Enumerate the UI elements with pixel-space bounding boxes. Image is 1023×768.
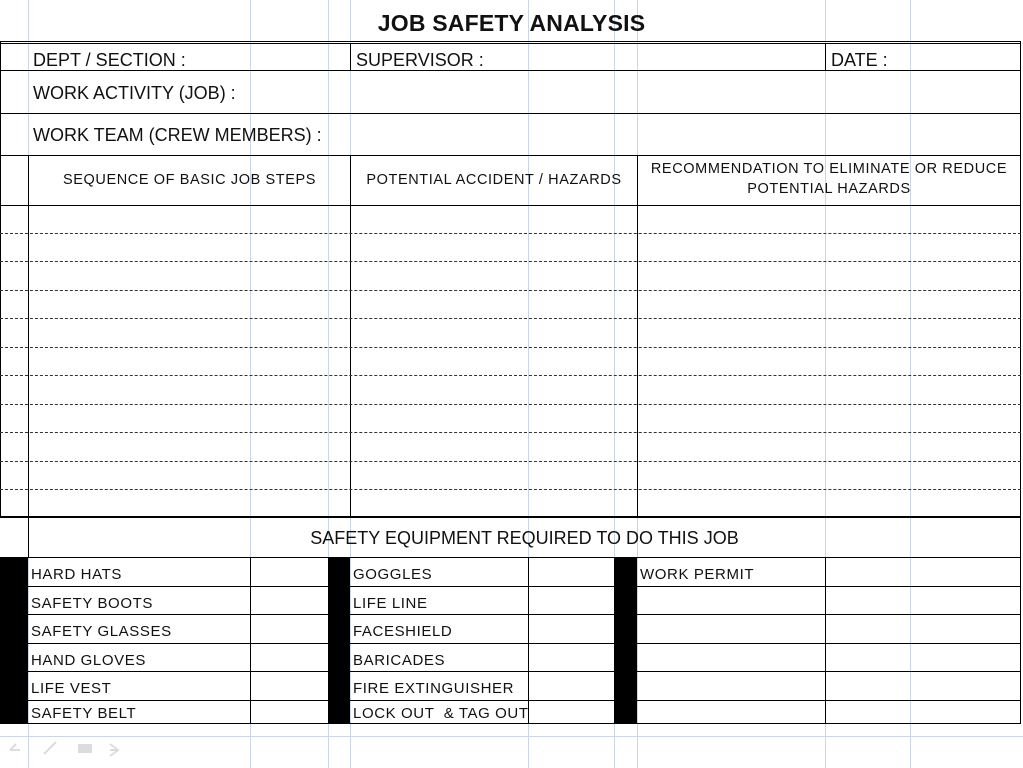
table-row bbox=[0, 375, 1021, 376]
dept-section-label: DEPT / SECTION : bbox=[33, 50, 186, 70]
table-row bbox=[0, 347, 1021, 348]
equipment-item-work-permit: WORK PERMIT bbox=[640, 566, 755, 583]
supervisor-label: SUPERVISOR : bbox=[356, 50, 484, 70]
slideshow-toolbar bbox=[6, 738, 136, 758]
equipment-title: SAFETY EQUIPMENT REQUIRED TO DO THIS JOB bbox=[310, 528, 739, 548]
table-row bbox=[0, 290, 1021, 291]
table-row bbox=[0, 461, 1021, 462]
table-row bbox=[0, 233, 1021, 234]
equipment-item-hand-gloves: HAND GLOVES bbox=[31, 652, 146, 669]
work-activity-label: WORK ACTIVITY (JOB) : bbox=[33, 83, 236, 103]
table-row bbox=[0, 261, 1021, 262]
equipment-item-goggles: GOGGLES bbox=[353, 566, 433, 583]
column-header-hazards: POTENTIAL ACCIDENT / HAZARDS bbox=[366, 172, 622, 188]
equipment-item-faceshield: FACESHIELD bbox=[353, 623, 453, 640]
pen-icon[interactable] bbox=[44, 742, 56, 754]
equipment-item-fire-extinguisher: FIRE EXTINGUISHER bbox=[353, 680, 515, 697]
eraser-icon[interactable] bbox=[78, 744, 92, 753]
table-row bbox=[0, 432, 1021, 433]
equipment-item-safety-belt: SAFETY BELT bbox=[31, 705, 137, 722]
table-row bbox=[0, 318, 1021, 319]
undo-icon[interactable] bbox=[10, 744, 20, 750]
forward-icon[interactable] bbox=[110, 744, 118, 756]
equipment-item-baricades: BARICADES bbox=[353, 652, 446, 669]
work-team-label: WORK TEAM (CREW MEMBERS) : bbox=[33, 125, 322, 145]
equipment-item-safety-glasses: SAFETY GLASSES bbox=[31, 623, 172, 640]
equipment-item-lock-out-tag-out: LOCK OUT & TAG OUT bbox=[353, 705, 529, 722]
equipment-item-life-vest: LIFE VEST bbox=[31, 680, 112, 697]
table-row bbox=[0, 489, 1021, 490]
equipment-item-safety-boots: SAFETY BOOTS bbox=[31, 595, 153, 612]
column-header-job-steps: SEQUENCE OF BASIC JOB STEPS bbox=[62, 172, 317, 188]
column-header-recommendation: RECOMMENDATION TO ELIMINATE OR REDUCE POTENTIAL HAZARDS bbox=[650, 161, 1008, 197]
page-title: JOB SAFETY ANALYSIS bbox=[377, 10, 646, 36]
table-row bbox=[0, 404, 1021, 405]
equipment-item-life-line: LIFE LINE bbox=[353, 595, 428, 612]
date-label: DATE : bbox=[831, 50, 888, 70]
equipment-item-hard-hats: HARD HATS bbox=[31, 566, 122, 583]
